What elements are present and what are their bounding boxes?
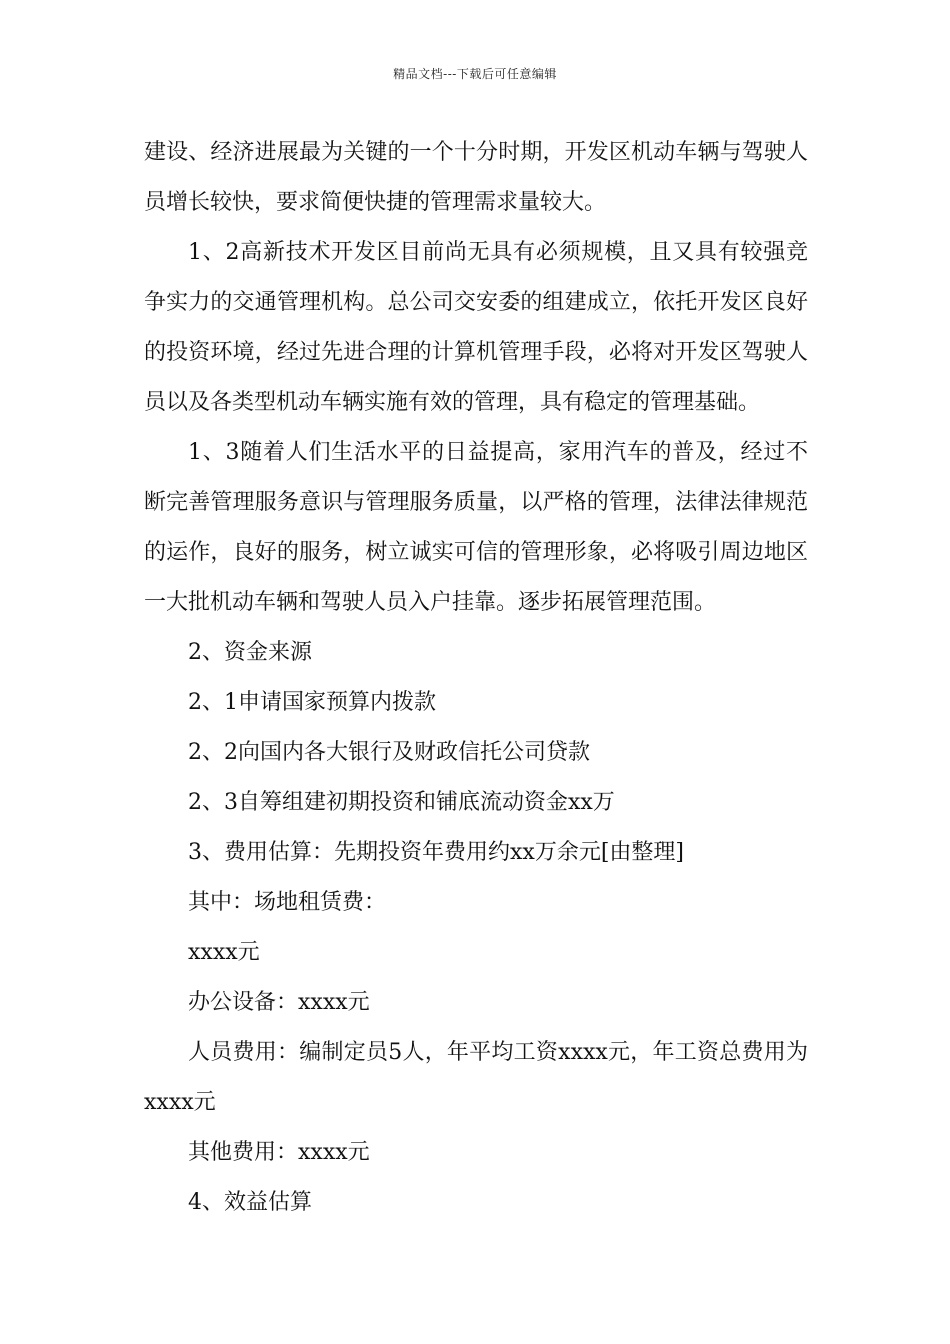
heading-funding-source: 2、资金来源: [188, 640, 312, 665]
cost-site-rent-value: xxxx元: [188, 940, 260, 965]
page-header: 精品文档---下载后可任意编辑: [393, 67, 557, 81]
paragraph-section-1-3: 1、3随着人们生活水平的日益提高，家用汽车的普及，经过不断完善管理服务意识与管理服务质量，以严格的管理，法律法律规范的运作，良好的服务，树立诚实可信的管理形象，必将吸引周边地区一大批机动车辆和驾驶人员入户挂靠。逐步拓展管理范围。: [144, 440, 808, 615]
heading-cost-estimate: 3、费用估算：先期投资年费用约xx万余元[由整理]: [188, 840, 684, 865]
item-funding-2-1: 2、1申请国家预算内拨款: [188, 690, 436, 715]
cost-personnel: 人员费用：编制定员5人，年平均工资xxxx元，年工资总费用为xxxx元: [144, 1040, 808, 1115]
heading-benefit-estimate: 4、效益估算: [188, 1190, 312, 1215]
item-funding-2-2: 2、2向国内各大银行及财政信托公司贷款: [188, 740, 590, 765]
cost-site-rent-label: 其中：场地租赁费：: [188, 890, 387, 915]
item-funding-2-3: 2、3自筹组建初期投资和铺底流动资金xx万: [188, 790, 615, 815]
paragraph-section-1-2: 1、2高新技术开发区目前尚无具有必须规模，且又具有较强竞争实力的交通管理机构。总公司交安委的组建成立，依托开发区良好的投资环境，经过先进合理的计算机管理手段，必将对开发区驾驶人员以及各类型机动车辆实施有效的管理，具有稳定的管理基础。: [144, 240, 808, 415]
paragraph-construction-context: 建设、经济进展最为关键的一个十分时期，开发区机动车辆与驾驶人员增长较快，要求简便快捷的管理需求量较大。: [144, 140, 808, 215]
document-body: [144, 128, 808, 1228]
cost-office-equipment: 办公设备：xxxx元: [188, 990, 370, 1015]
cost-other: 其他费用：xxxx元: [188, 1140, 370, 1165]
